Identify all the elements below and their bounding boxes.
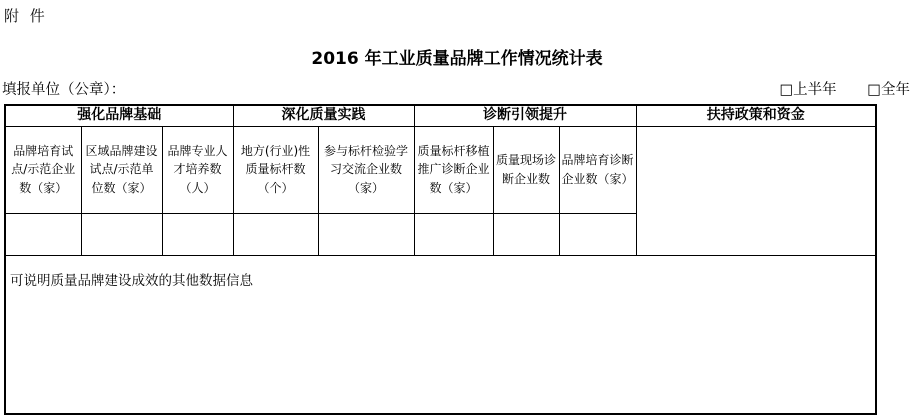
group-header-brand-foundation: 强化品牌基础 [5, 105, 233, 126]
group-header-quality-practice: 深化质量实践 [233, 105, 414, 126]
table-note-row [5, 255, 876, 414]
table-group-header-row [5, 105, 876, 126]
group-header-diagnosis-improvement: 诊断引领提升 [414, 105, 636, 126]
col-header-onsite-diagnosis-enterprises: 质量现场诊断企业数 [493, 126, 559, 213]
data-cell [318, 213, 414, 255]
data-cell [81, 213, 162, 255]
note-cell: 可说明质量品牌建设成效的其他数据信息 [5, 255, 876, 414]
page-title: 2016 年工业质量品牌工作情况统计表 [311, 49, 603, 69]
statistics-table [4, 104, 877, 415]
data-cell [233, 213, 318, 255]
col-header-brand-talent-training: 品牌专业人才培养数（人） [162, 126, 233, 213]
col-header-local-quality-benchmarks: 地方(行业)性质量标杆数（个） [233, 126, 318, 213]
checkbox-first-half-year[interactable]: □上半年 [779, 82, 837, 98]
checkbox-full-year[interactable]: □全年 [867, 82, 910, 98]
data-cell [5, 213, 81, 255]
group-header-support-policy-funds: 扶持政策和资金 [636, 105, 876, 126]
data-cell [559, 213, 636, 255]
table-column-header-row [5, 126, 876, 213]
data-cell [493, 213, 559, 255]
col-header-brand-cultivation-diagnosis: 品牌培育诊断企业数（家） [559, 126, 636, 213]
support-policy-funds-cell [636, 126, 876, 255]
reporting-unit-label: 填报单位（公章）： [2, 82, 126, 98]
col-header-regional-brand-units: 区域品牌建设试点/示范单位数（家） [81, 126, 162, 213]
period-options [779, 78, 910, 99]
form-subheader [2, 78, 912, 98]
data-cell [414, 213, 493, 255]
col-header-brand-pilot-enterprises: 品牌培育试点/示范企业数（家） [5, 126, 81, 213]
attachment-label: 附 件 [4, 7, 48, 25]
col-header-benchmark-transplant-diagnosis: 质量标杆移植推广诊断企业数（家） [414, 126, 493, 213]
data-cell [162, 213, 233, 255]
col-header-benchmark-exchange-enterprises: 参与标杆检验学习交流企业数（家） [318, 126, 414, 213]
